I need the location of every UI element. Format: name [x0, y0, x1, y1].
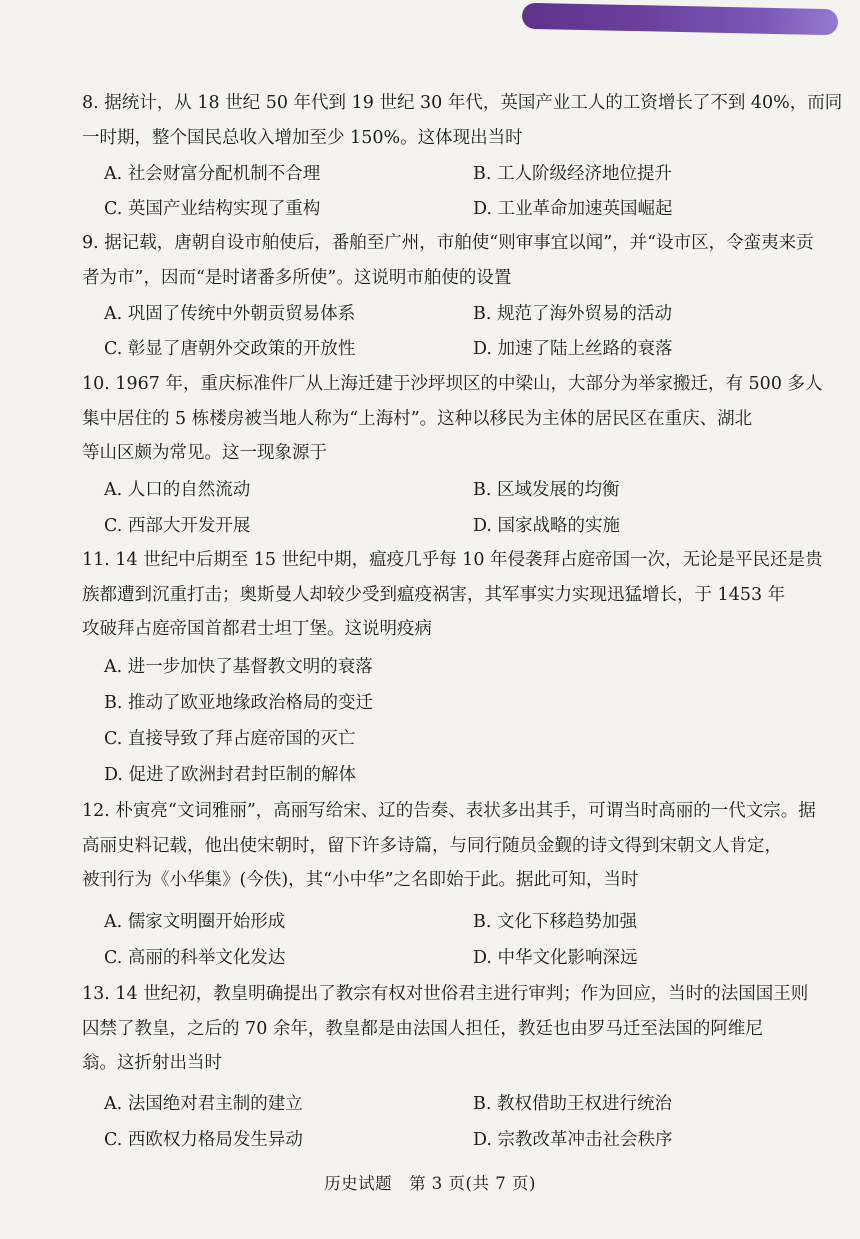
- question-9: [0, 226, 860, 295]
- highlighter-mark: [522, 3, 838, 36]
- option-c: C. 西部大开发开展: [104, 516, 251, 536]
- stem-line: 囚禁了教皇，之后的 70 余年，教皇都是由法国人担任，教廷也由罗马迁至法国的阿维尼: [82, 1018, 763, 1039]
- option-d: D. 工业革命加速英国崛起: [473, 199, 673, 219]
- option-b: B. 工人阶级经济地位提升: [473, 164, 672, 184]
- option-a: A. 巩固了传统中外朝贡贸易体系: [104, 304, 356, 324]
- stem-line: 一时期，整个国民总收入增加至少 150%。这体现出当时: [82, 127, 523, 148]
- question-stem: [0, 86, 860, 155]
- question-stem: [0, 367, 860, 471]
- option-a: A. 儒家文明圈开始形成: [104, 912, 286, 932]
- option-c: C. 英国产业结构实现了重构: [104, 199, 321, 219]
- stem-line: 11. 14 世纪中后期至 15 世纪中期，瘟疫几乎每 10 年侵袭拜占庭帝国一次，无论是平民还是贵: [82, 550, 823, 570]
- option-c: C. 直接导致了拜占庭帝国的灭亡: [104, 729, 356, 749]
- option-d: D. 中华文化影响深远: [473, 948, 638, 968]
- option-c: C. 彰显了唐朝外交政策的开放性: [104, 339, 356, 359]
- stem-line: 10. 1967 年，重庆标准件厂从上海迁建于沙坪坝区的中梁山，大部分为举家搬迁，有 500 多人: [82, 374, 823, 394]
- page-footer: 历史试题 第 3 页(共 7 页): [324, 1174, 536, 1193]
- stem-line: 攻破拜占庭帝国首都君士坦丁堡。这说明疫病: [82, 619, 432, 639]
- option-b: B. 文化下移趋势加强: [473, 912, 637, 932]
- question-10: [0, 367, 860, 471]
- option-b: B. 区域发展的均衡: [473, 480, 620, 500]
- option-d: D. 宗教改革冲击社会秩序: [473, 1130, 673, 1150]
- question-stem: [0, 794, 860, 898]
- option-b: B. 教权借助王权进行统治: [473, 1094, 672, 1114]
- option-a: A. 人口的自然流动: [104, 480, 251, 500]
- stem-line: 翁。这折射出当时: [82, 1053, 222, 1073]
- option-d: D. 国家战略的实施: [473, 516, 621, 536]
- stem-line: 高丽史料记载，他出使宋朝时，留下许多诗篇，与同行随员金觐的诗文得到宋朝文人肯定，: [82, 835, 782, 856]
- option-b: B. 规范了海外贸易的活动: [473, 304, 672, 324]
- question-stem: [0, 226, 860, 295]
- option-c: C. 高丽的科举文化发达: [104, 948, 286, 968]
- question-stem: [0, 543, 860, 647]
- question-11: [0, 543, 860, 647]
- question-12: [0, 794, 860, 898]
- stem-line: 者为市”，因而“是时诸番多所使”。这说明市舶使的设置: [82, 267, 512, 288]
- stem-line: 被刊行为《小华集》(今佚)，其“小中华”之名即始于此。据此可知，当时: [82, 870, 639, 890]
- option-a: A. 进一步加快了基督教文明的衰落: [104, 657, 373, 677]
- option-d: D. 加速了陆上丝路的衰落: [473, 339, 673, 359]
- stem-line: 8. 据统计，从 18 世纪 50 年代到 19 世纪 30 年代，英国产业工人的工资增长了不到 40%，而同: [82, 93, 843, 113]
- option-d: D. 促进了欧洲封君封臣制的解体: [104, 765, 357, 785]
- stem-line: 集中居住的 5 栋楼房被当地人称为“上海村”。这种以移民为主体的居民区在重庆、湖北: [82, 408, 753, 429]
- stem-line: 等山区颇为常见。这一现象源于: [82, 443, 327, 463]
- stem-line: 族都遭到沉重打击；奥斯曼人却较少受到瘟疫祸害，其军事实力实现迅猛增长，于 1453 年: [82, 584, 786, 605]
- option-a: A. 社会财富分配机制不合理: [104, 164, 321, 184]
- question-8: [0, 86, 860, 155]
- stem-line: 12. 朴寅亮“文词雅丽”，高丽写给宋、辽的告奏、表状多出其手，可谓当时高丽的一代文宗。据: [82, 801, 816, 821]
- option-a: A. 法国绝对君主制的建立: [104, 1094, 303, 1114]
- question-stem: [0, 977, 860, 1081]
- option-c: C. 西欧权力格局发生异动: [104, 1130, 303, 1150]
- option-b: B. 推动了欧亚地缘政治格局的变迁: [104, 693, 373, 713]
- question-13: [0, 977, 860, 1081]
- stem-line: 13. 14 世纪初，教皇明确提出了教宗有权对世俗君主进行审判；作为回应，当时的法国国王则: [82, 984, 809, 1004]
- stem-line: 9. 据记载，唐朝自设市舶使后，番舶至广州，市舶使“则审事宜以闻”，并“设市区，令蛮夷来贡: [82, 233, 814, 253]
